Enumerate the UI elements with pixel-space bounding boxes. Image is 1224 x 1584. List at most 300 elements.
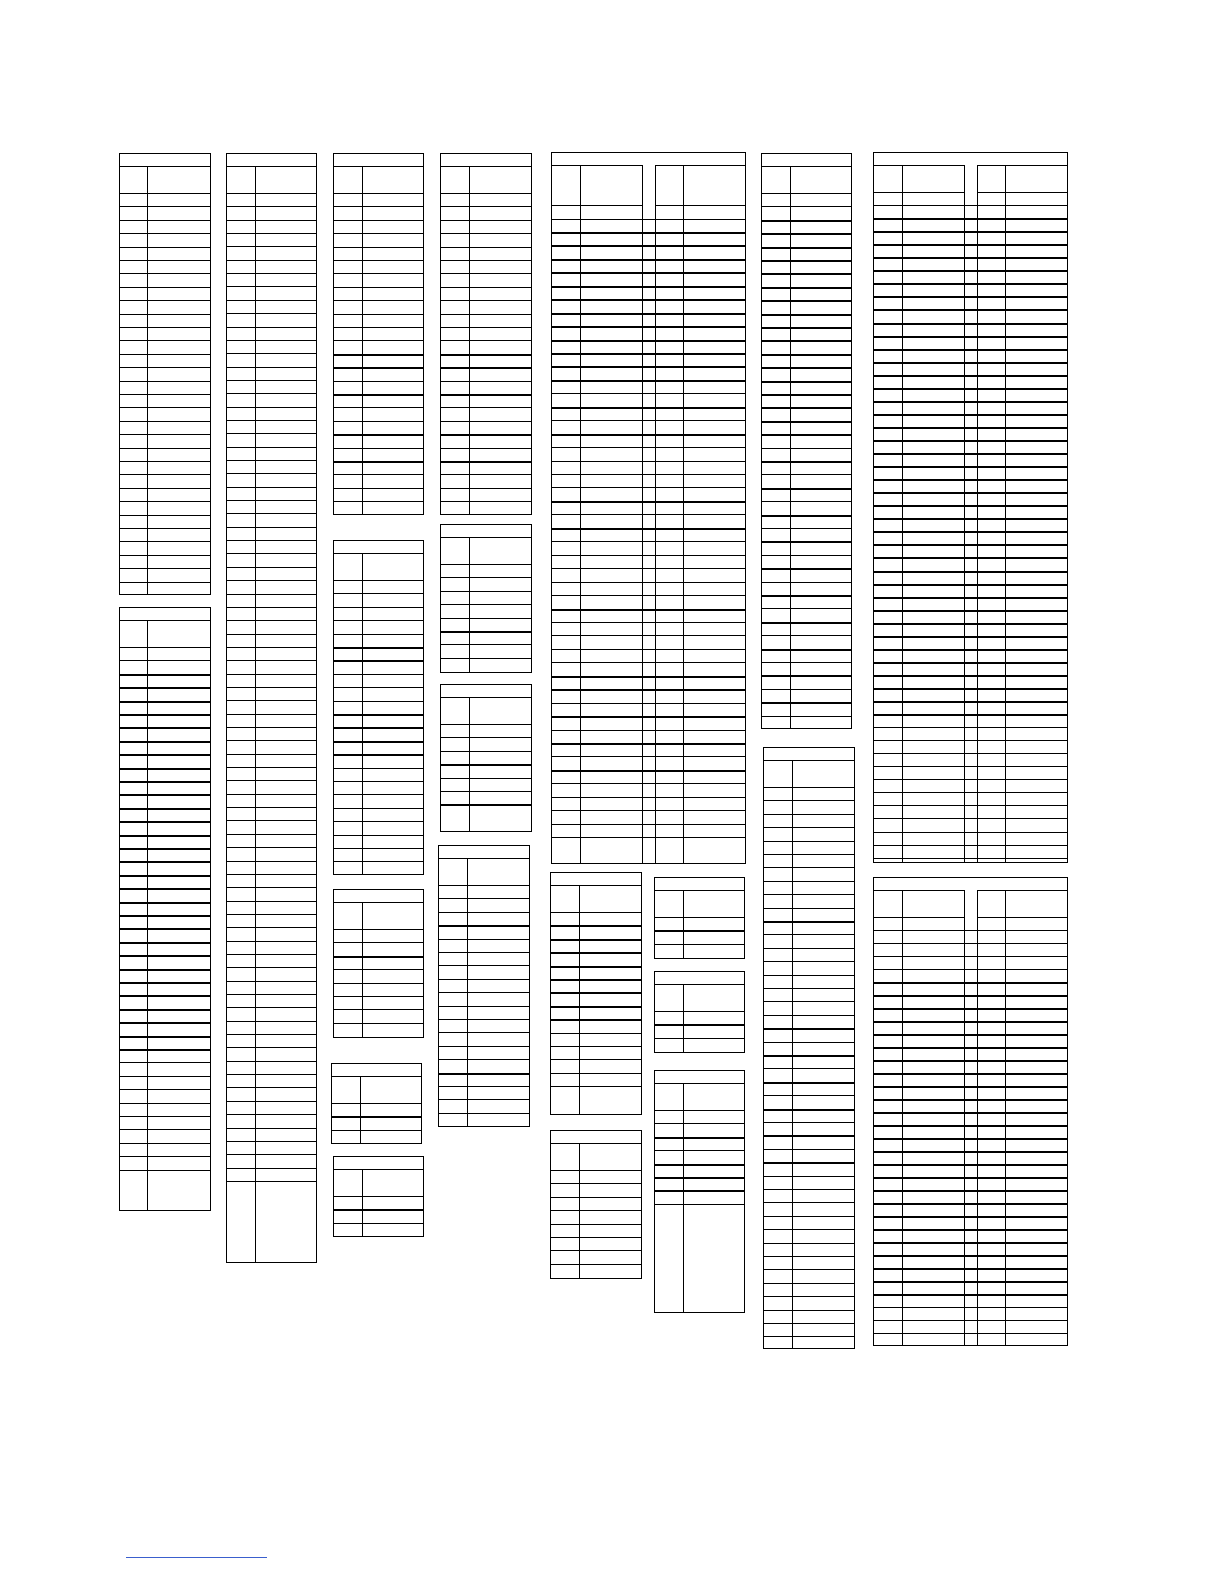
table-row-rule: [441, 591, 531, 592]
table-row-rule: [764, 975, 854, 976]
table-row-rule: [762, 247, 851, 249]
table-row-rule: [764, 1015, 854, 1016]
table-row-rule: [874, 309, 1067, 311]
table-row-rule: [334, 1023, 423, 1024]
table-row-rule: [552, 770, 745, 772]
table-row-rule: [227, 740, 316, 741]
table-row-rule: [334, 701, 423, 702]
table-row-rule: [439, 1032, 529, 1033]
table-row-rule: [762, 662, 851, 663]
table-row-rule: [439, 912, 529, 913]
table-row-rule: [439, 1059, 529, 1060]
table-row-rule: [120, 835, 210, 837]
table-row-rule: [441, 474, 531, 475]
table-row-rule: [227, 674, 316, 675]
table-row-rule: [120, 781, 210, 783]
table-row-rule: [227, 1114, 316, 1115]
table-row-rule: [334, 674, 423, 675]
table-row-rule: [874, 336, 1067, 338]
table-row-rule: [120, 394, 210, 395]
table-row-rule: [439, 1113, 529, 1114]
table-row-rule: [874, 740, 1067, 741]
table-row-rule: [227, 754, 316, 755]
table-row-rule: [334, 956, 423, 958]
table-row-rule: [874, 727, 1067, 728]
table-row-rule: [552, 609, 745, 611]
table-row-rule: [120, 915, 210, 917]
table-row-rule: [764, 908, 854, 909]
table-row-rule: [227, 300, 316, 301]
table-row-rule: [874, 845, 1067, 846]
table-row-rule: [764, 1135, 854, 1137]
table-row-rule: [441, 381, 531, 382]
table-row-rule: [227, 233, 316, 234]
table-row-rule: [120, 300, 210, 301]
table-row-rule: [120, 327, 210, 328]
table-row-rule: [552, 313, 745, 315]
table-row-rule: [120, 515, 210, 516]
table-row-rule: [441, 751, 531, 752]
table-row-rule: [552, 326, 745, 328]
table-row-rule: [439, 1046, 529, 1047]
table-row-rule: [439, 952, 529, 953]
table-row-rule: [552, 810, 745, 811]
table-row-rule: [764, 948, 854, 949]
table-row-rule: [874, 544, 1067, 546]
table-header: [441, 166, 531, 194]
table-row-rule: [227, 874, 316, 875]
table-row-rule: [874, 623, 1067, 625]
table-row-rule: [764, 1028, 854, 1030]
table-row-rule: [334, 620, 423, 621]
table-row-rule: [762, 716, 851, 717]
table-row-rule: [764, 934, 854, 935]
table-row-rule: [334, 768, 423, 769]
table-row-rule: [227, 340, 316, 341]
table-row-rule: [762, 448, 851, 449]
table-row-rule: [227, 660, 316, 661]
table-row-rule: [551, 1250, 641, 1251]
table-row-rule: [874, 244, 1067, 246]
table-row-rule: [552, 366, 745, 368]
table-row-rule: [227, 780, 316, 781]
table-row-rule: [764, 827, 854, 828]
table-row-rule: [334, 1209, 423, 1211]
table-row-rule: [552, 461, 745, 462]
table-row-rule: [227, 594, 316, 595]
table-row-rule: [551, 1086, 641, 1087]
table-row-rule: [227, 553, 316, 554]
table-row-rule: [120, 875, 210, 877]
data-table: [654, 1070, 745, 1313]
table-row-rule: [334, 607, 423, 608]
table-row-rule: [334, 794, 423, 795]
table-row-rule: [551, 1237, 641, 1238]
table-row-rule: [227, 634, 316, 635]
table-row-rule: [227, 620, 316, 621]
table-row-rule: [227, 1101, 316, 1102]
table-row-rule: [764, 1336, 854, 1337]
table-row-rule: [120, 434, 210, 435]
table-row-rule: [227, 487, 316, 488]
table-row-rule: [441, 501, 531, 502]
table-row-rule: [874, 505, 1067, 507]
table-row-rule: [764, 1256, 854, 1257]
table-row-rule: [334, 821, 423, 822]
table-row-rule: [874, 414, 1067, 416]
table-row-rule: [227, 994, 316, 995]
table-row-rule: [874, 1138, 1067, 1140]
table-row-rule: [227, 1128, 316, 1129]
table-row-rule: [655, 1190, 744, 1192]
table-row-rule: [552, 689, 745, 691]
data-table: [226, 153, 317, 1263]
table-row-rule: [764, 1243, 854, 1244]
table-row-rule: [764, 881, 854, 882]
table-row-rule: [764, 1068, 854, 1069]
table-row-rule: [227, 700, 316, 701]
table-row-rule: [874, 1255, 1067, 1257]
table-row-rule: [120, 448, 210, 449]
table-row-rule: [764, 921, 854, 923]
table-row-rule: [551, 1019, 641, 1021]
table-row-rule: [334, 233, 423, 234]
table-row-rule: [441, 354, 531, 356]
table-row-rule: [874, 1151, 1067, 1153]
table-header: [334, 902, 423, 930]
table-row-rule: [334, 996, 423, 997]
table-row-rule: [120, 407, 210, 408]
table-row-rule: [762, 595, 851, 597]
table-row-rule: [762, 340, 851, 342]
table-row-rule: [762, 635, 851, 636]
table-header: [439, 858, 529, 886]
table-row-rule: [334, 273, 423, 274]
table-row-rule: [227, 246, 316, 247]
table-row-rule: [762, 381, 851, 383]
table-row-rule: [120, 1103, 210, 1104]
table-row-rule: [552, 635, 745, 636]
table-row-rule: [874, 995, 1067, 997]
table-row-rule: [334, 300, 423, 301]
table-row-rule: [227, 794, 316, 795]
table-row-rule: [552, 703, 745, 704]
table-row-rule: [439, 979, 529, 980]
table-row-rule: [441, 764, 531, 766]
table-row-rule: [334, 407, 423, 408]
table-row-rule: [764, 814, 854, 815]
table-row-rule: [334, 781, 423, 782]
table-header: [334, 553, 423, 581]
table-row-rule: [120, 848, 210, 850]
table-row-rule: [441, 206, 531, 207]
table-row-rule: [227, 393, 316, 394]
table-row-rule: [441, 461, 531, 463]
table-row-rule: [334, 501, 423, 502]
table-row-rule: [874, 688, 1067, 690]
table-row-rule: [441, 577, 531, 578]
table-row-rule: [762, 367, 851, 369]
table-row-rule: [874, 1112, 1067, 1114]
table-row-rule: [874, 982, 1067, 984]
table-row-rule: [874, 401, 1067, 403]
table-row-rule: [334, 314, 423, 315]
table-row-rule: [874, 375, 1067, 377]
table-row-rule: [227, 380, 316, 381]
table-row-rule: [874, 1242, 1067, 1244]
table-row-rule: [552, 649, 745, 650]
table-row-rule: [874, 349, 1067, 351]
table-row-rule: [439, 898, 529, 899]
table-row-rule: [120, 247, 210, 248]
table-row-rule: [227, 607, 316, 608]
table-header: [551, 1143, 641, 1171]
table-row-rule: [655, 1164, 744, 1166]
data-table: [438, 845, 530, 1127]
table-row-rule: [227, 327, 316, 328]
table-row-rule: [874, 362, 1067, 364]
table-row-rule: [552, 676, 745, 678]
table-row-rule: [227, 807, 316, 808]
table-row-rule: [764, 1229, 854, 1230]
table-row-rule: [764, 1296, 854, 1297]
table-row-rule: [334, 727, 423, 729]
table-row-rule: [655, 1123, 744, 1124]
table-header: [441, 537, 531, 565]
table-row-rule: [762, 501, 851, 502]
table-row-rule: [552, 272, 745, 274]
table-row-rule: [874, 1047, 1067, 1049]
table-row-rule: [334, 808, 423, 809]
table-row-rule: [552, 743, 745, 745]
table-row-rule: [552, 824, 745, 825]
table-row-rule: [764, 1189, 854, 1190]
table-row-rule: [874, 518, 1067, 520]
table-row-rule: [762, 421, 851, 423]
table-row-rule: [552, 420, 745, 421]
table-row-rule: [227, 967, 316, 968]
table-row-rule: [334, 835, 423, 836]
data-table: [654, 971, 745, 1053]
table-header: [334, 1169, 423, 1197]
table-row-rule: [764, 800, 854, 801]
data-table: [119, 153, 211, 595]
table-row-rule: [874, 1073, 1067, 1075]
table-row-rule: [552, 286, 745, 288]
table-row-rule: [227, 353, 316, 354]
table-header: [441, 697, 531, 725]
table-row-rule: [655, 1204, 744, 1205]
table-row-rule: [120, 727, 210, 729]
table-row-rule: [762, 314, 851, 316]
table-row-rule: [874, 257, 1067, 259]
table-row-rule: [762, 689, 851, 690]
table-row-rule: [764, 1283, 854, 1284]
table-row-rule: [552, 353, 745, 355]
table-row-rule: [762, 206, 851, 207]
table-row-rule: [874, 649, 1067, 651]
table-row-rule: [441, 618, 531, 619]
table-header: [762, 166, 851, 194]
table-row-rule: [874, 388, 1067, 390]
table-row-rule: [120, 754, 210, 756]
table-row-rule: [120, 982, 210, 984]
table-row-rule: [227, 1061, 316, 1062]
table-row-rule: [762, 287, 851, 289]
table-row-rule: [874, 832, 1067, 833]
table-row-rule: [227, 1181, 316, 1182]
table-row-rule: [334, 367, 423, 369]
data-table: [440, 524, 532, 673]
table-row-rule: [874, 479, 1067, 481]
table-row-rule: [332, 1116, 421, 1118]
table-row-rule: [334, 434, 423, 436]
data-table: [763, 747, 855, 1349]
table-row-rule: [227, 420, 316, 421]
table-row-rule: [227, 901, 316, 902]
table-row-rule: [874, 1099, 1067, 1101]
table-row-rule: [764, 1095, 854, 1096]
table-row-rule: [762, 702, 851, 704]
table-row-rule: [227, 767, 316, 768]
table-row-rule: [655, 944, 744, 945]
table-row-rule: [227, 927, 316, 928]
table-row-rule: [762, 622, 851, 624]
table-row-rule: [441, 394, 531, 396]
table-row-rule: [552, 380, 745, 382]
table-row-rule: [874, 1086, 1067, 1088]
table-row-rule: [762, 300, 851, 302]
table-row-rule: [552, 837, 745, 838]
table-row-rule: [227, 954, 316, 955]
data-table: [333, 540, 424, 875]
table-row-rule: [874, 270, 1067, 272]
table-row-rule: [334, 969, 423, 970]
data-table: [333, 153, 424, 515]
table-header: [551, 885, 641, 913]
table-row-rule: [762, 354, 851, 356]
table-row-rule: [874, 1190, 1067, 1192]
column-divider: [360, 1076, 361, 1143]
table-row-rule: [227, 260, 316, 261]
table-row-rule: [334, 247, 423, 248]
table-row-rule: [874, 779, 1067, 780]
table-row-rule: [552, 393, 745, 394]
table-row-rule: [764, 1202, 854, 1203]
table-row-rule: [441, 631, 531, 633]
table-row-rule: [441, 260, 531, 261]
table-row-rule: [762, 608, 851, 609]
table-row-rule: [874, 1164, 1067, 1166]
table-row-rule: [120, 861, 210, 863]
table-row-rule: [764, 1122, 854, 1123]
table-row-rule: [874, 1008, 1067, 1010]
table-row-rule: [874, 818, 1067, 819]
table-row-rule: [120, 1022, 210, 1024]
table-row-rule: [552, 259, 745, 261]
table-row-rule: [334, 394, 423, 396]
table-row-rule: [655, 1024, 744, 1026]
data-table: [551, 152, 746, 864]
table-row-rule: [874, 531, 1067, 533]
table-row-rule: [120, 821, 210, 823]
table-row-rule: [439, 939, 529, 940]
table-row-rule: [120, 794, 210, 796]
table-row-rule: [874, 218, 1067, 220]
table-row-rule: [764, 1323, 854, 1324]
table-row-rule: [439, 1073, 529, 1075]
table-row-rule: [120, 568, 210, 569]
table-row-rule: [120, 1009, 210, 1011]
column-divider: [362, 1169, 363, 1236]
table-row-rule: [227, 647, 316, 648]
table-row-rule: [227, 834, 316, 835]
table-row-rule: [762, 233, 851, 235]
table-row-rule: [227, 540, 316, 541]
table-row-rule: [874, 205, 1067, 206]
table-row-rule: [227, 1141, 316, 1142]
table-row-rule: [764, 1042, 854, 1043]
table-row-rule: [764, 1310, 854, 1311]
table-row-rule: [874, 1333, 1067, 1334]
table-row-rule: [120, 902, 210, 904]
table-row-rule: [551, 1046, 641, 1047]
table-row-rule: [874, 766, 1067, 767]
table-row-rule: [552, 474, 745, 475]
table-row-rule: [227, 1074, 316, 1075]
table-row-rule: [334, 287, 423, 288]
table-row-rule: [874, 753, 1067, 754]
footnote-separator-line: [126, 1557, 267, 1558]
table-row-rule: [874, 1177, 1067, 1179]
table-row-rule: [441, 314, 531, 315]
table-row-rule: [874, 662, 1067, 664]
table-row-rule: [120, 461, 210, 462]
data-table: [440, 153, 532, 515]
table-row-rule: [552, 783, 745, 784]
table-row-rule: [551, 1073, 641, 1074]
table-row-rule: [874, 805, 1067, 806]
table-row-rule: [874, 1203, 1067, 1205]
table-row-rule: [874, 956, 1067, 957]
table-row-rule: [334, 983, 423, 984]
table-row-rule: [227, 820, 316, 821]
table-row-rule: [874, 701, 1067, 703]
table-row-rule: [227, 687, 316, 688]
table-row-rule: [334, 220, 423, 221]
data-table: [761, 153, 852, 729]
table-row-rule: [120, 555, 210, 556]
table-row-rule: [655, 1038, 744, 1039]
table-row-rule: [764, 894, 854, 895]
table-row-rule: [334, 754, 423, 756]
table-row-rule: [552, 514, 745, 515]
table-row-rule: [874, 1021, 1067, 1023]
table-row-rule: [441, 287, 531, 288]
table-row-rule: [334, 421, 423, 422]
table-row-rule: [334, 461, 423, 463]
table-row-rule: [227, 861, 316, 862]
table-row-rule: [874, 714, 1067, 716]
table-row-rule: [552, 447, 745, 448]
table-row-rule: [334, 327, 423, 328]
table-row-rule: [874, 858, 1067, 859]
table-row-rule: [227, 407, 316, 408]
table-row-rule: [762, 394, 851, 396]
table-row-rule: [762, 515, 851, 517]
table-row-rule: [227, 473, 316, 474]
table-row-rule: [227, 714, 316, 715]
